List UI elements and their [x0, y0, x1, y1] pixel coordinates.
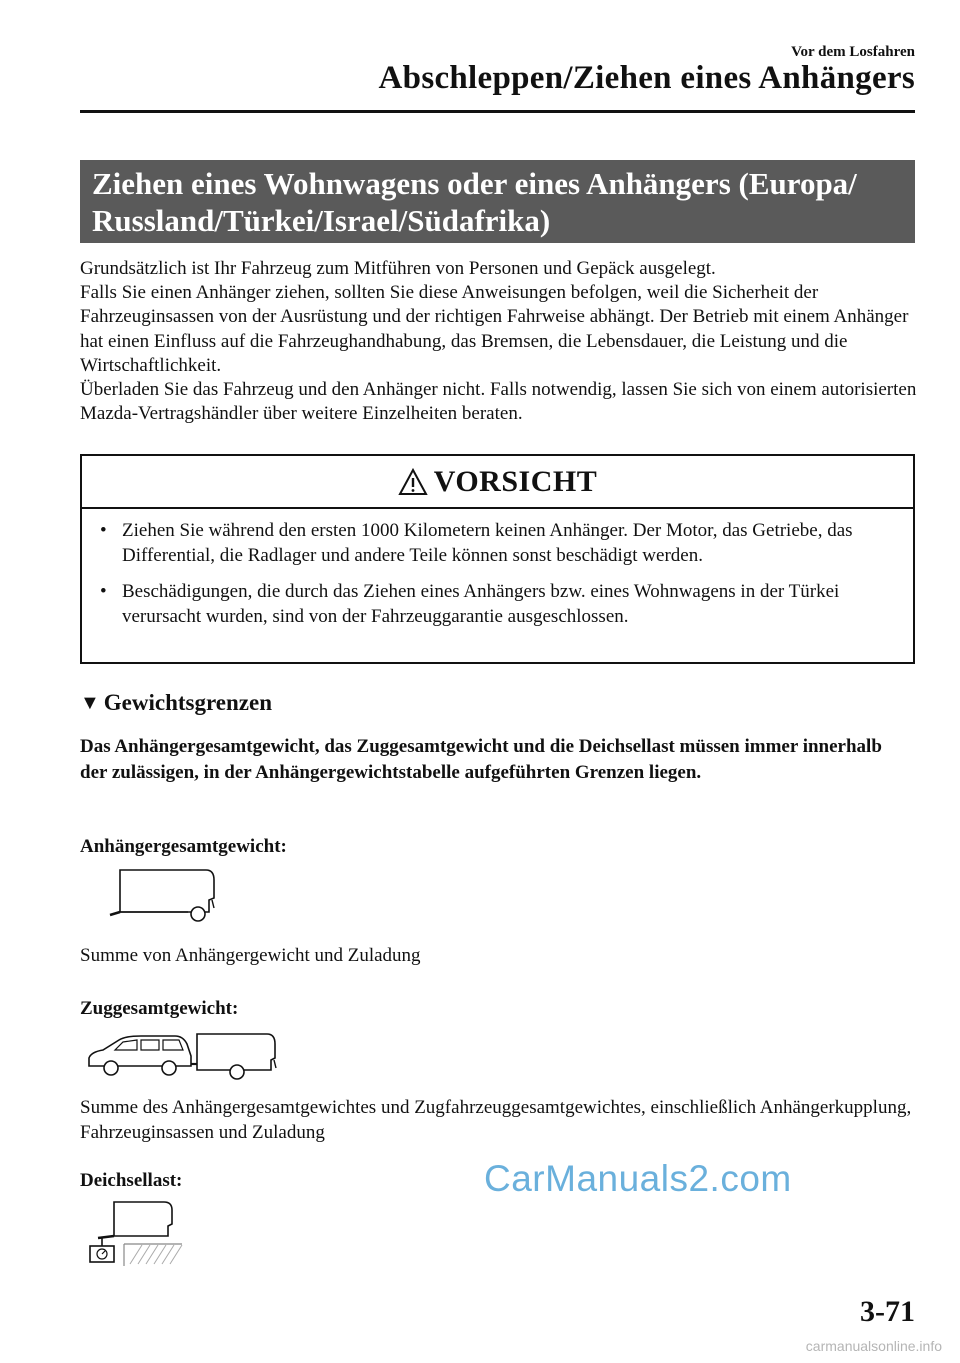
intro-text [80, 257, 920, 426]
subsection-heading-text: Gewichtsgrenzen [103, 690, 273, 715]
tongue-load-label: Deichsellast: [80, 1170, 183, 1191]
bullet-icon: • [100, 520, 107, 541]
triangle-down-icon: ▼ [80, 691, 100, 714]
intro-paragraph-3: Überladen Sie das Fahrzeug und den Anhänger nicht. Falls notwendig, lassen Sie sich von einem autorisierten Mazda-Vertragshändler über weitere Einzelheiten beraten. [80, 379, 917, 425]
trailer-weight-label: Anhängergesamtgewicht: [80, 836, 287, 857]
intro-paragraph-2: Falls Sie einen Anhänger ziehen, sollten Sie diese Anweisungen befolgen, weil die Sicherheit der Fahrzeuginsassen von der Ausrüstung und der richtigen Fahrweise abhängt. Der Betrieb mit einem Anhänger hat einen Einfluss auf die Fahrzeughandhabung, das Bremsen, die Lebensdauer, die Leistung und die Wirtschaftlichkeit. [80, 282, 909, 376]
section-title-line1: Ziehen eines Wohnwagens oder eines Anhängers (Europa/ [92, 166, 857, 201]
caution-item-text: Beschädigungen, die durch das Ziehen eines Anhängers bzw. eines Wohnwagens in der Türkei verursacht wurden, sind von der Fahrzeuggarantie ausgeschlossen. [122, 581, 840, 627]
combined-weight-description: Summe des Anhängergesamtgewichtes und Zugfahrzeuggesamtgewichtes, einschließlich Anhängerkupplung, Fahrzeuginsassen und Zuladung [80, 1097, 912, 1143]
watermark: CarManuals2.com [484, 1158, 792, 1199]
bullet-icon: • [100, 581, 107, 602]
caution-item [96, 580, 899, 629]
combined-weight-label: Zuggesamtgewicht: [80, 998, 239, 1019]
caution-item [96, 519, 899, 568]
caution-header [82, 456, 913, 509]
weights-intro: Das Anhängergesamtgewicht, das Zuggesamtgewicht und die Deichsellast müssen immer innerhalb der zulässigen, in der Anhängergewichtstabelle aufgeführten Grenzen liegen. [80, 736, 882, 783]
tongue-load-scale-icon [84, 1196, 188, 1268]
caution-box [80, 454, 915, 664]
header-divider [80, 110, 915, 113]
intro-paragraph-1: Grundsätzlich ist Ihr Fahrzeug zum Mitführen von Personen und Gepäck ausgelegt. [80, 258, 716, 279]
caution-list [82, 509, 913, 629]
car-with-trailer-icon [85, 1028, 285, 1084]
section-title-band [80, 160, 915, 243]
trailer-weight-description: Summe von Anhängergewicht und Zuladung [80, 945, 421, 966]
subsection-heading [80, 690, 272, 716]
warning-triangle-icon [398, 468, 428, 496]
caution-item-text: Ziehen Sie während den ersten 1000 Kilometern keinen Anhänger. Der Motor, das Getriebe, das Differential, die Radlager und andere Teile können sonst beschädigt werden. [122, 520, 853, 566]
section-title-line2: Russland/Türkei/Israel/Südafrika) [92, 203, 551, 238]
header-section-label: Vor dem Losfahren [791, 44, 915, 60]
page-number: 3-71 [860, 1295, 915, 1328]
footer-site-text: carmanualsonline.info [805, 1338, 942, 1354]
trailer-icon [108, 866, 220, 924]
caution-title: VORSICHT [433, 464, 598, 498]
page-title: Abschleppen/Ziehen eines Anhängers [378, 60, 915, 96]
